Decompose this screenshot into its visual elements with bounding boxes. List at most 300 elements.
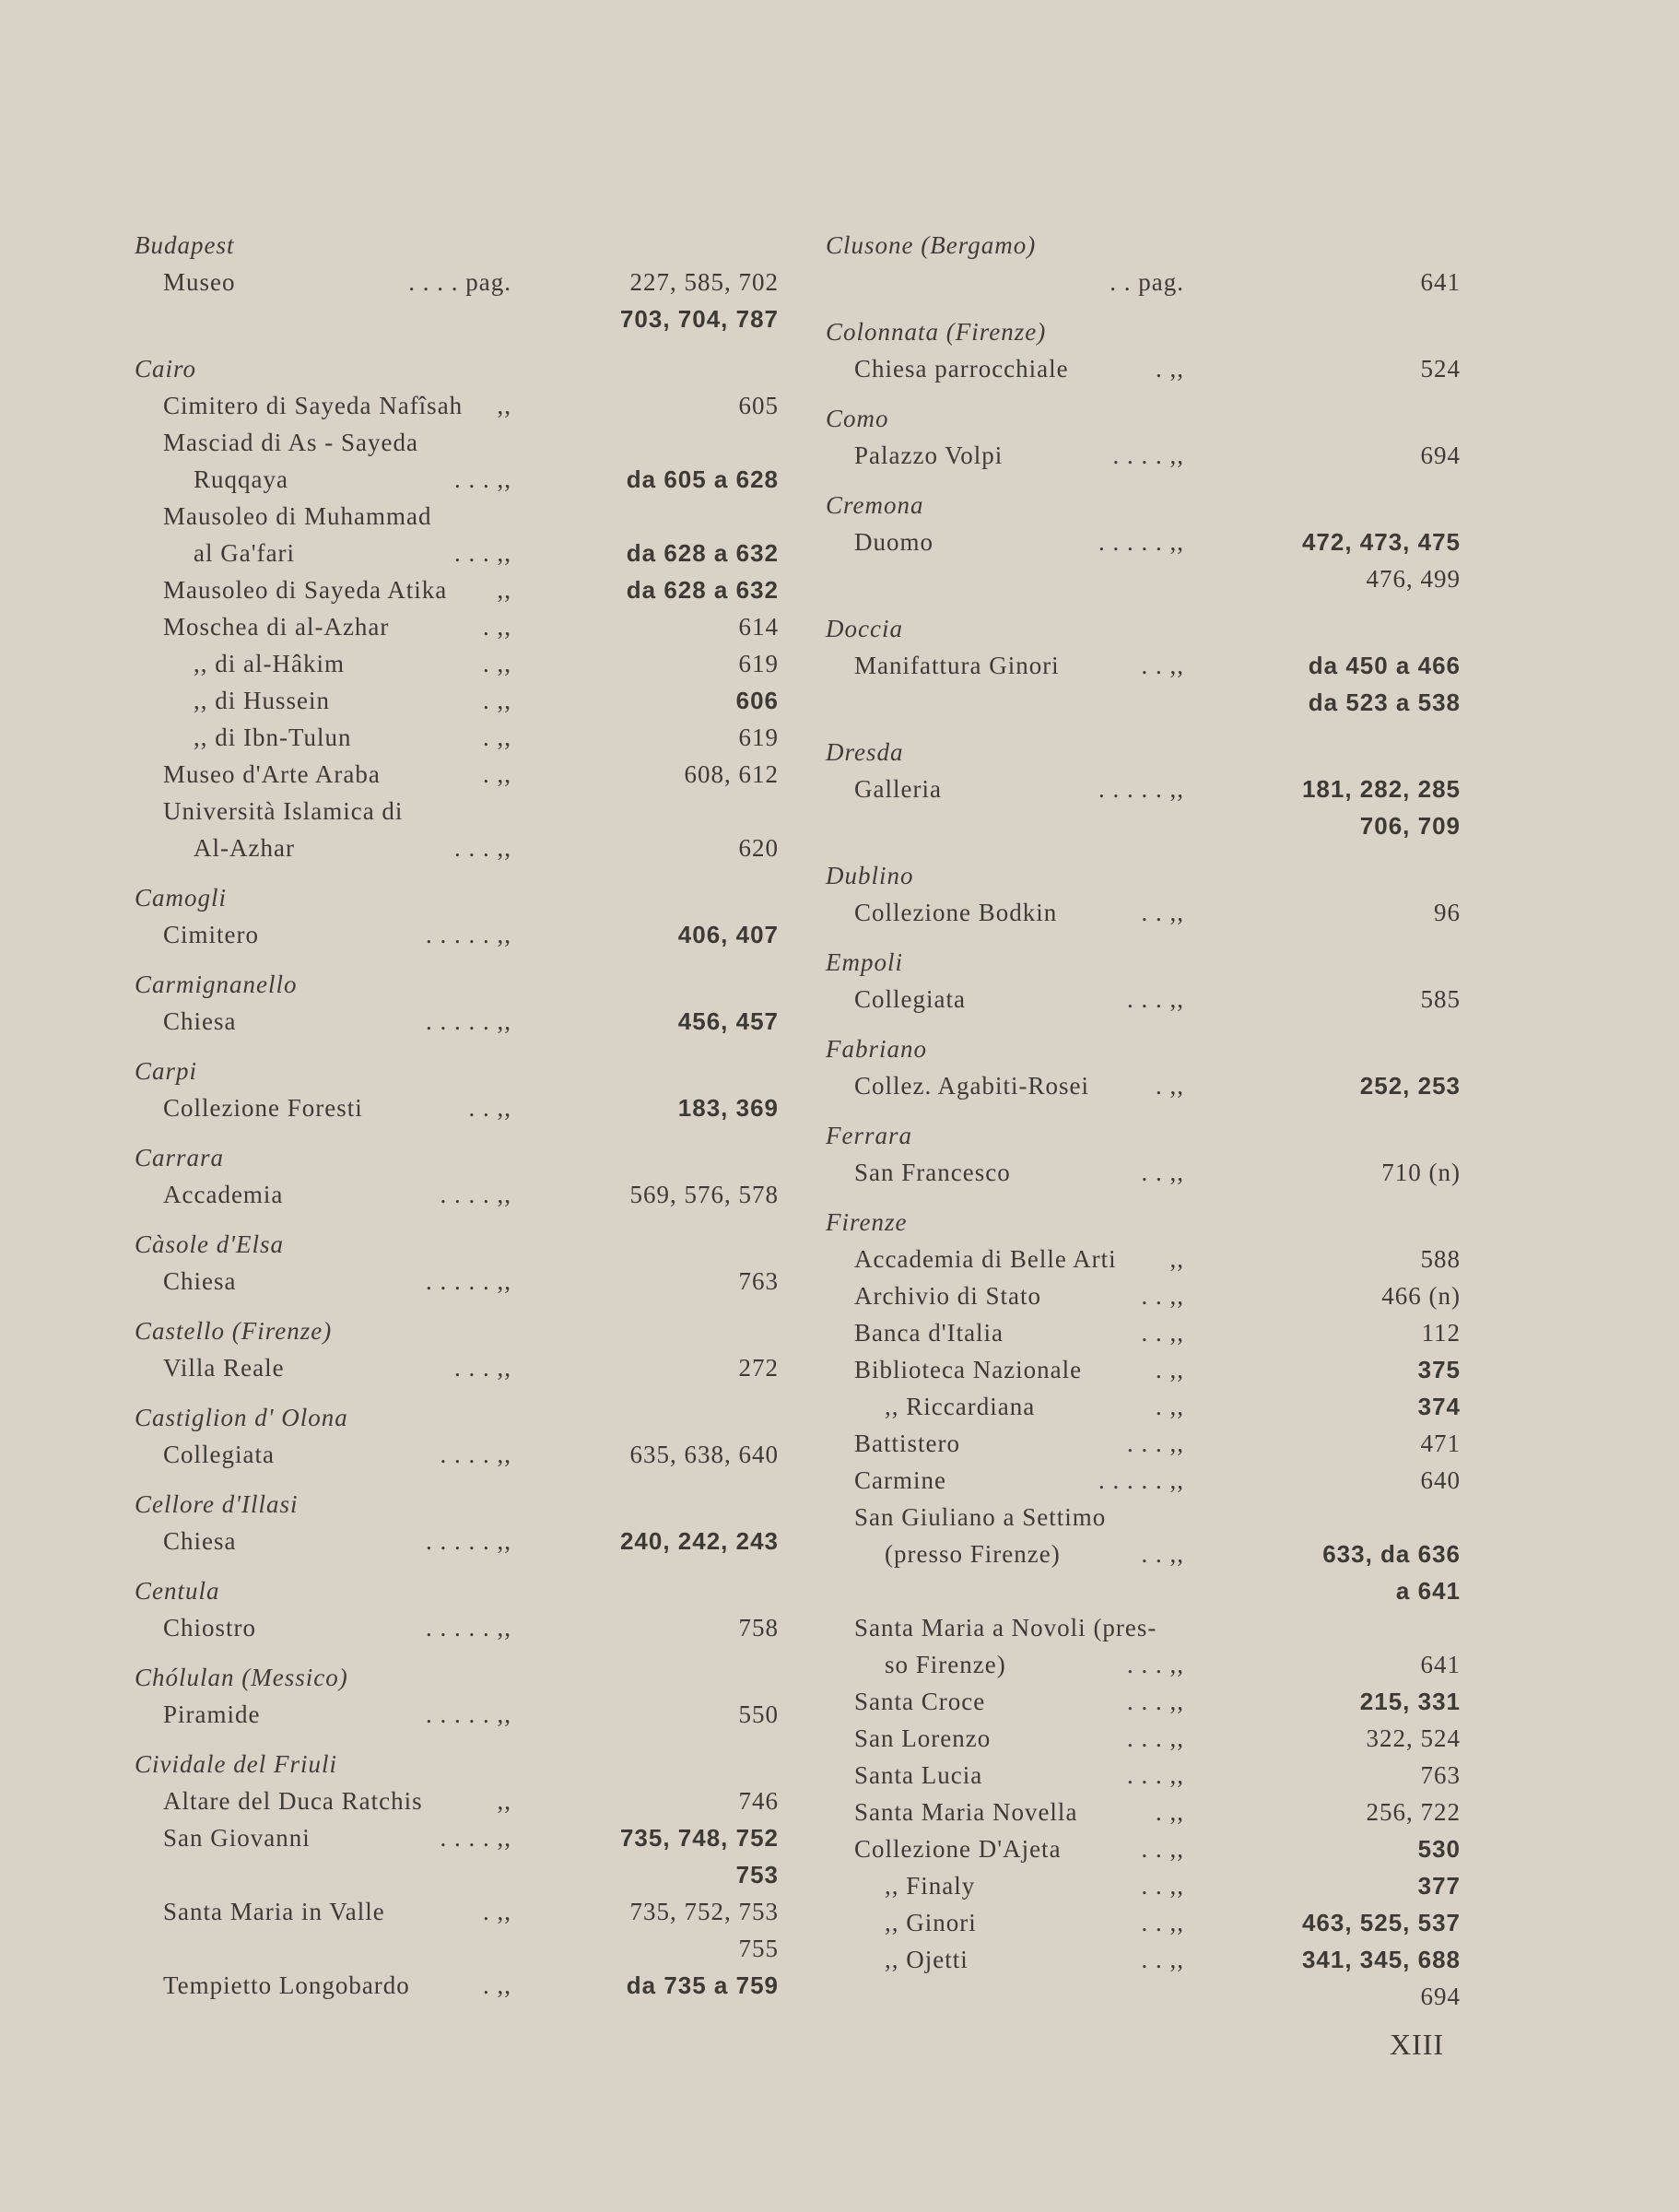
entry-line <box>129 1696 779 1733</box>
leader-dots: . . . ,, <box>454 465 511 493</box>
index-entry <box>820 647 1465 721</box>
leader-dots: . ,, <box>1156 1798 1184 1826</box>
entry-name: Museo d'Arte Araba <box>163 760 381 788</box>
index-entry <box>820 264 1465 300</box>
group-spacer <box>129 1386 774 1399</box>
entry-name: ,, di Ibn-Tulun <box>194 724 352 751</box>
index-entry <box>129 424 774 461</box>
page-references: 375 <box>1417 1356 1461 1383</box>
page-references: 476, 499 <box>1366 565 1461 593</box>
index-entry <box>129 1003 779 1040</box>
page-references: 466 (n) <box>1381 1282 1461 1310</box>
entry-name: Accademia di Belle Arti <box>854 1245 1117 1273</box>
page-references: 735, 752, 753 <box>629 1898 779 1925</box>
entry-name: San Francesco <box>854 1159 1011 1186</box>
entry-name: Santa Lucia <box>854 1761 983 1789</box>
entry-line <box>820 1867 1465 1904</box>
index-entry <box>820 1535 1465 1609</box>
entry-line <box>820 1720 1465 1757</box>
entry-name: Collegiata <box>163 1441 275 1468</box>
entry-name: Collezione D'Ajeta <box>854 1835 1062 1863</box>
index-entry <box>820 1425 1465 1462</box>
entry-name: Galleria <box>854 775 942 803</box>
index-entry <box>820 1867 1465 1904</box>
entry-name: Museo <box>163 268 236 296</box>
leader-dots: . . ,, <box>1141 1946 1184 1973</box>
group-spacer <box>820 387 1465 400</box>
entry-name: Chiesa <box>163 1527 237 1555</box>
entry-name: Collez. Agabiti-Rosei <box>854 1072 1089 1100</box>
city-heading: Ferrara <box>826 1122 912 1149</box>
leader-dots: . . . . . ,, <box>1098 528 1184 556</box>
entry-name: ,, Riccardiana <box>885 1393 1036 1420</box>
entry-line <box>129 1930 779 1967</box>
group-spacer <box>820 300 1465 313</box>
page-references: 635, 638, 640 <box>629 1441 779 1468</box>
page-references: 606 <box>735 687 779 714</box>
entry-name: Santa Maria a Novoli (pres- <box>854 1614 1157 1641</box>
group-spacer <box>820 1018 1465 1030</box>
page-references: 240, 242, 243 <box>619 1527 779 1555</box>
entry-name: Palazzo Volpi <box>854 441 1004 469</box>
leader-dots: . . . ,, <box>1127 1688 1184 1715</box>
leader-dots: . . . ,, <box>454 539 511 567</box>
entry-name: ,, Ginori <box>885 1909 977 1936</box>
entry-line <box>820 350 1465 387</box>
entry-name: Chiesa <box>163 1007 237 1035</box>
page-references: 569, 576, 578 <box>629 1181 779 1208</box>
group-spacer <box>129 1473 774 1486</box>
leader-dots: . . ,, <box>1141 652 1184 679</box>
leader-dots: . . . . ,, <box>1112 441 1184 469</box>
leader-dots: . ,, <box>483 613 511 641</box>
page-references: 377 <box>1417 1872 1461 1900</box>
group-spacer <box>129 866 774 879</box>
entry-line <box>129 682 779 719</box>
group-spacer <box>820 721 1465 734</box>
entry-line <box>820 1646 1465 1683</box>
entry-line <box>820 1388 1465 1425</box>
city-heading: Cividale del Friuli <box>135 1750 337 1778</box>
leader-dots: . ,, <box>483 687 511 714</box>
group-spacer <box>129 1213 774 1226</box>
city-heading: Dublino <box>826 862 914 889</box>
page-references: 227, 585, 702 <box>629 268 779 296</box>
entry-line <box>820 807 1465 844</box>
city-heading: Firenze <box>826 1208 908 1236</box>
page-references: 472, 473, 475 <box>1301 528 1461 556</box>
index-entry <box>129 1967 779 2004</box>
page-references: da 450 a 466 <box>1308 652 1461 679</box>
page-references: 703, 704, 787 <box>619 305 779 333</box>
page-references: 620 <box>738 834 779 862</box>
entry-line <box>129 571 779 608</box>
group-spacer <box>129 1300 774 1312</box>
page-references: 694 <box>1420 441 1461 469</box>
entry-line <box>129 1783 779 1819</box>
left-column <box>129 227 779 2004</box>
entry-line <box>820 1904 1465 1941</box>
leader-dots: ,, <box>497 392 511 419</box>
entry-line <box>820 1314 1465 1351</box>
entry-line <box>820 1425 1465 1462</box>
page-references: 252, 253 <box>1359 1072 1461 1100</box>
index-entry <box>129 461 779 498</box>
page-number: XIII <box>1390 2028 1445 2061</box>
entry-line <box>129 719 779 756</box>
entry-line <box>820 1978 1465 2015</box>
entry-name: Villa Reale <box>163 1354 285 1382</box>
leader-dots: . . . . . ,, <box>1098 775 1184 803</box>
leader-dots: . ,, <box>1156 1072 1184 1100</box>
city-heading: Dresda <box>826 738 904 766</box>
index-entry <box>129 1819 779 1893</box>
index-entry <box>129 1609 779 1646</box>
entry-line <box>129 498 774 535</box>
entry-name: ,, di al-Hâkim <box>194 650 345 677</box>
leader-dots: . . . . ,, <box>440 1181 511 1208</box>
entry-line <box>129 916 779 953</box>
entry-line <box>129 461 779 498</box>
entry-name: ,, Finaly <box>885 1872 976 1900</box>
page-references: da 628 a 632 <box>626 539 779 567</box>
entry-line <box>820 1535 1465 1572</box>
page-references: 112 <box>1421 1319 1461 1347</box>
index-entry <box>129 756 779 793</box>
entry-line <box>129 264 779 300</box>
entry-name: Chiesa <box>163 1267 237 1295</box>
entry-line <box>820 894 1465 931</box>
entry-line <box>820 1462 1465 1499</box>
group-spacer <box>129 1559 774 1572</box>
page-references: 633, da 636 <box>1322 1540 1461 1568</box>
group-spacer <box>129 1646 774 1659</box>
city-heading: Doccia <box>826 615 903 642</box>
page-references: da 628 a 632 <box>626 576 779 604</box>
leader-dots: ,, <box>1169 1245 1184 1273</box>
index-entry <box>129 1893 779 1967</box>
index-entry <box>129 793 774 830</box>
entry-name: ,, di Hussein <box>194 687 330 714</box>
index-entry <box>820 1067 1465 1104</box>
entry-line <box>820 1067 1465 1104</box>
entry-line <box>820 1241 1465 1277</box>
page-references: 341, 345, 688 <box>1301 1946 1461 1973</box>
entry-name: Collezione Bodkin <box>854 899 1058 926</box>
index-entry <box>820 1277 1465 1314</box>
group-spacer <box>129 953 774 966</box>
page-references: 550 <box>738 1700 779 1728</box>
city-heading: Carpi <box>135 1057 198 1085</box>
leader-dots: . . . . . ,, <box>426 1007 511 1035</box>
entry-name: Battistero <box>854 1430 960 1457</box>
city-heading: Cairo <box>135 355 197 382</box>
page-references: 758 <box>738 1614 779 1641</box>
page-references: 735, 748, 752 <box>619 1824 779 1852</box>
city-heading: Clusone (Bergamo) <box>826 231 1037 259</box>
city-heading: Colonnata (Firenze) <box>826 318 1047 346</box>
entry-name: so Firenze) <box>885 1651 1006 1678</box>
index-entry <box>820 1609 1465 1646</box>
entry-line <box>129 645 779 682</box>
leader-dots: . ,, <box>483 650 511 677</box>
entry-line <box>820 437 1465 474</box>
entry-name: San Lorenzo <box>854 1724 992 1752</box>
index-entry <box>129 682 779 719</box>
leader-dots: . . ,, <box>1141 1835 1184 1863</box>
entry-name: Banca d'Italia <box>854 1319 1004 1347</box>
index-entry <box>129 535 779 571</box>
page-references: da 735 a 759 <box>626 1971 779 1999</box>
index-entry <box>820 350 1465 387</box>
entry-name: Cimitero <box>163 921 259 948</box>
leader-dots: . . ,, <box>468 1094 511 1122</box>
leader-dots: . . . . . ,, <box>426 1527 511 1555</box>
page-references: 605 <box>738 392 779 419</box>
leader-dots: . ,, <box>483 760 511 788</box>
index-entry <box>129 498 774 535</box>
leader-dots: . . . ,, <box>454 834 511 862</box>
entry-line <box>129 1856 779 1893</box>
entry-name: San Giovanni <box>163 1824 311 1852</box>
entry-name: Archivio di Stato <box>854 1282 1041 1310</box>
leader-dots: . . ,, <box>1141 1909 1184 1936</box>
entry-line <box>129 756 779 793</box>
index-entry <box>820 1241 1465 1277</box>
index-entry <box>129 1176 779 1213</box>
group-spacer <box>129 1126 774 1139</box>
index-entry <box>820 1794 1465 1830</box>
leader-dots: . . ,, <box>1141 1159 1184 1186</box>
leader-dots: . . . ,, <box>1127 1724 1184 1752</box>
leader-dots: . . pag. <box>1110 268 1184 296</box>
entry-name: Masciad di As - Sayeda <box>163 429 418 456</box>
entry-name: Santa Croce <box>854 1688 986 1715</box>
page-references: 272 <box>738 1354 779 1382</box>
index-entry <box>129 1089 779 1126</box>
page-references: 585 <box>1420 985 1461 1013</box>
entry-line <box>820 1941 1465 1978</box>
leader-dots: . . . . ,, <box>440 1824 511 1852</box>
page-references: 641 <box>1420 1651 1461 1678</box>
leader-dots: ,, <box>497 576 511 604</box>
city-heading: Castiglion d' Olona <box>135 1404 348 1431</box>
index-entry <box>129 916 779 953</box>
entry-line <box>129 830 779 866</box>
page-references: 608, 612 <box>684 760 779 788</box>
entry-name: (presso Firenze) <box>885 1540 1061 1568</box>
entry-line <box>129 1967 779 2004</box>
entry-line <box>129 1003 779 1040</box>
page-references: 256, 722 <box>1366 1798 1461 1826</box>
entry-line <box>129 1089 779 1126</box>
index-entry <box>820 1830 1465 1867</box>
entry-line <box>129 608 779 645</box>
index-entry <box>129 719 779 756</box>
index-entry <box>129 1436 779 1473</box>
index-entry <box>820 1388 1465 1425</box>
index-entry <box>129 830 779 866</box>
leader-dots: . . . . . ,, <box>426 1267 511 1295</box>
entry-name: Al-Azhar <box>194 834 295 862</box>
leader-dots: . . . ,, <box>1127 985 1184 1013</box>
index-entry <box>129 571 779 608</box>
index-entry <box>820 1154 1465 1191</box>
entry-line <box>820 1794 1465 1830</box>
group-spacer <box>820 597 1465 610</box>
index-entry <box>820 437 1465 474</box>
entry-line <box>129 1819 779 1856</box>
index-entry <box>820 1351 1465 1388</box>
page-references: 746 <box>738 1787 779 1815</box>
leader-dots: . . . . ,, <box>440 1441 511 1468</box>
entry-line <box>820 771 1465 807</box>
entry-line <box>820 647 1465 684</box>
leader-dots: . . . ,, <box>454 1354 511 1382</box>
right-column <box>820 227 1465 2015</box>
page-references: 456, 457 <box>677 1007 779 1035</box>
leader-dots: . . . ,, <box>1127 1761 1184 1789</box>
index-entry <box>820 1720 1465 1757</box>
entry-line <box>820 1572 1465 1609</box>
entry-name: Carmine <box>854 1466 946 1494</box>
entry-line <box>820 264 1465 300</box>
entry-name: Collegiata <box>854 985 966 1013</box>
leader-dots: . . . ,, <box>1127 1651 1184 1678</box>
page-references: 471 <box>1420 1430 1461 1457</box>
leader-dots: . . . . . ,, <box>426 921 511 948</box>
leader-dots: . . ,, <box>1141 1872 1184 1900</box>
entry-name: Accademia <box>163 1181 284 1208</box>
index-entry <box>129 608 779 645</box>
leader-dots: . ,, <box>483 1971 511 1999</box>
entry-line <box>820 1351 1465 1388</box>
page-references: 619 <box>738 650 779 677</box>
entry-name: Biblioteca Nazionale <box>854 1356 1083 1383</box>
entry-line <box>129 793 774 830</box>
index-entry <box>820 894 1465 931</box>
page-references: 183, 369 <box>677 1094 779 1122</box>
page-references: 753 <box>735 1861 779 1888</box>
page-references: 215, 331 <box>1359 1688 1461 1715</box>
page-references: a 641 <box>1395 1577 1461 1605</box>
entry-line <box>820 1154 1465 1191</box>
entry-name: Duomo <box>854 528 933 556</box>
city-heading: Castello (Firenze) <box>135 1317 333 1345</box>
index-entry <box>820 1499 1465 1535</box>
index-entry <box>129 1523 779 1559</box>
entry-line <box>129 387 779 424</box>
entry-name: al Ga'fari <box>194 539 296 567</box>
index-entry <box>820 981 1465 1018</box>
entry-line <box>820 1757 1465 1794</box>
leader-dots: ,, <box>497 1787 511 1815</box>
index-entry <box>129 645 779 682</box>
city-heading: Camogli <box>135 884 228 912</box>
leader-dots: . . . . pag. <box>408 268 511 296</box>
city-heading: Càsole d'Elsa <box>135 1230 285 1258</box>
index-entry <box>129 1696 779 1733</box>
index-entry <box>129 1783 779 1819</box>
entry-line <box>129 1349 779 1386</box>
entry-line <box>820 1683 1465 1720</box>
entry-line <box>820 981 1465 1018</box>
entry-name: Moschea di al-Azhar <box>163 613 390 641</box>
city-heading: Como <box>826 405 889 432</box>
city-heading: Cremona <box>826 491 924 519</box>
entry-line <box>129 300 779 337</box>
leader-dots: . . ,, <box>1141 1540 1184 1568</box>
leader-dots: . ,, <box>483 724 511 751</box>
entry-line <box>129 1893 779 1930</box>
entry-name: Chiostro <box>163 1614 257 1641</box>
page-references: 406, 407 <box>677 921 779 948</box>
city-heading: Centula <box>135 1577 220 1605</box>
group-spacer <box>129 1040 774 1053</box>
city-heading: Empoli <box>826 948 903 976</box>
page-references: 530 <box>1417 1835 1461 1863</box>
page-references: 763 <box>1420 1761 1461 1789</box>
page-references: 706, 709 <box>1359 812 1461 840</box>
city-heading: Fabriano <box>826 1035 928 1063</box>
page-references: 322, 524 <box>1366 1724 1461 1752</box>
entry-line <box>129 1436 779 1473</box>
group-spacer <box>820 931 1465 944</box>
leader-dots: . . . . . ,, <box>1098 1466 1184 1494</box>
leader-dots: . . . . . ,, <box>426 1614 511 1641</box>
entry-line <box>129 1176 779 1213</box>
group-spacer <box>129 1733 774 1746</box>
page-references: 710 (n) <box>1381 1159 1461 1186</box>
index-entry <box>820 1462 1465 1499</box>
page-references: 181, 282, 285 <box>1301 775 1461 803</box>
page-references: 614 <box>738 613 779 641</box>
entry-name: Ruqqaya <box>194 465 288 493</box>
page-references: 641 <box>1420 268 1461 296</box>
leader-dots: . . ,, <box>1141 899 1184 926</box>
page-references: 96 <box>1434 899 1461 926</box>
entry-line <box>129 1263 779 1300</box>
entry-line <box>129 424 774 461</box>
index-entry <box>820 1683 1465 1720</box>
index-entry <box>820 771 1465 844</box>
entry-line <box>820 1830 1465 1867</box>
entry-line <box>129 535 779 571</box>
leader-dots: . ,, <box>1156 1393 1184 1420</box>
page-references: 524 <box>1420 355 1461 382</box>
leader-dots: . ,, <box>1156 355 1184 382</box>
index-entry <box>820 524 1465 597</box>
page-references: 640 <box>1420 1466 1461 1494</box>
entry-name: Tempietto Longobardo <box>163 1971 410 1999</box>
group-spacer <box>820 1104 1465 1117</box>
entry-name: Chiesa parrocchiale <box>854 355 1069 382</box>
entry-line <box>820 1277 1465 1314</box>
city-heading: Cellore d'Illasi <box>135 1490 299 1518</box>
page-references: 619 <box>738 724 779 751</box>
entry-line <box>129 1523 779 1559</box>
index-entry <box>820 1941 1465 2015</box>
city-heading: Carmignanello <box>135 971 298 998</box>
leader-dots: . ,, <box>1156 1356 1184 1383</box>
index-entry <box>129 1349 779 1386</box>
city-heading: Budapest <box>135 231 235 259</box>
entry-line <box>820 684 1465 721</box>
leader-dots: . . ,, <box>1141 1282 1184 1310</box>
page-references: da 605 a 628 <box>626 465 779 493</box>
entry-name: Mausoleo di Muhammad <box>163 502 432 530</box>
page-references: 374 <box>1417 1393 1461 1420</box>
